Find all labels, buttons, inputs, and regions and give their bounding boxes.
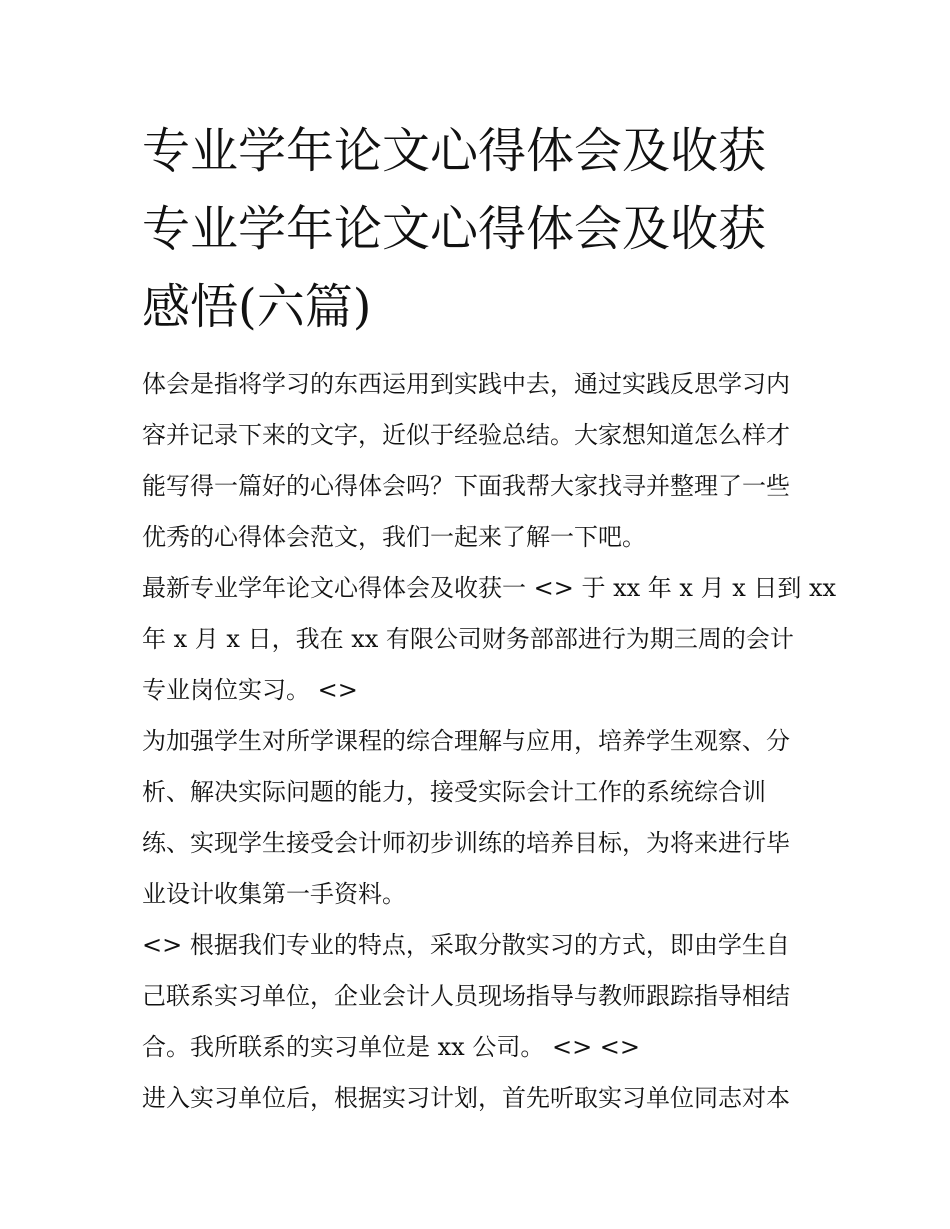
text-line: 进入实习单位后，根据实习计划，首先听取实习单位同志对本 — [142, 1084, 790, 1112]
paragraph-method — [142, 920, 814, 1073]
text-line: 优秀的心得体会范文，我们一起来了解一下吧。 — [142, 523, 646, 551]
text-line: 练、实现学生接受会计师初步训练的培养目标，为将来进行毕 — [142, 829, 790, 857]
paragraph-essay-one-opening — [142, 563, 837, 716]
document-page — [142, 112, 837, 1124]
text-line: 析、解决实际问题的能力，接受实际会计工作的系统综合训 — [142, 778, 766, 806]
text-line: 为加强学生对所学课程的综合理解与应用，培养学生观察、分 — [142, 727, 790, 755]
paragraph-intro — [142, 359, 814, 563]
text-line: 体会是指将学习的东西运用到实践中去，通过实践反思学习内 — [142, 370, 790, 398]
text-line: 业设计收集第一手资料。 — [142, 880, 406, 908]
text-line: 最新专业学年论文心得体会及收获一 <> 于 xx 年 x 月 x 日到 xx — [142, 574, 837, 602]
title-line: 感悟(六篇) — [142, 279, 372, 335]
paragraph-process — [142, 1073, 814, 1124]
paragraph-purpose — [142, 716, 814, 920]
document-body — [142, 359, 837, 1124]
text-line: 己联系实习单位，企业会计人员现场指导与教师跟踪指导相结 — [142, 982, 790, 1010]
document-title — [142, 112, 814, 346]
title-line: 专业学年论文心得体会及收获 — [142, 201, 767, 257]
text-line: 专业岗位实习。 <> — [142, 676, 358, 704]
text-line: 合。我所联系的实习单位是 xx 公司。 <> <> — [142, 1033, 641, 1061]
title-line: 专业学年论文心得体会及收获 — [142, 123, 767, 179]
text-line: <> 根据我们专业的特点，采取分散实习的方式，即由学生自 — [142, 931, 790, 959]
text-line: 容并记录下来的文字，近似于经验总结。大家想知道怎么样才 — [142, 421, 790, 449]
text-line: 年 x 月 x 日，我在 xx 有限公司财务部部进行为期三周的会计 — [142, 625, 794, 653]
text-line: 能写得一篇好的心得体会吗？下面我帮大家找寻并整理了一些 — [142, 472, 790, 500]
